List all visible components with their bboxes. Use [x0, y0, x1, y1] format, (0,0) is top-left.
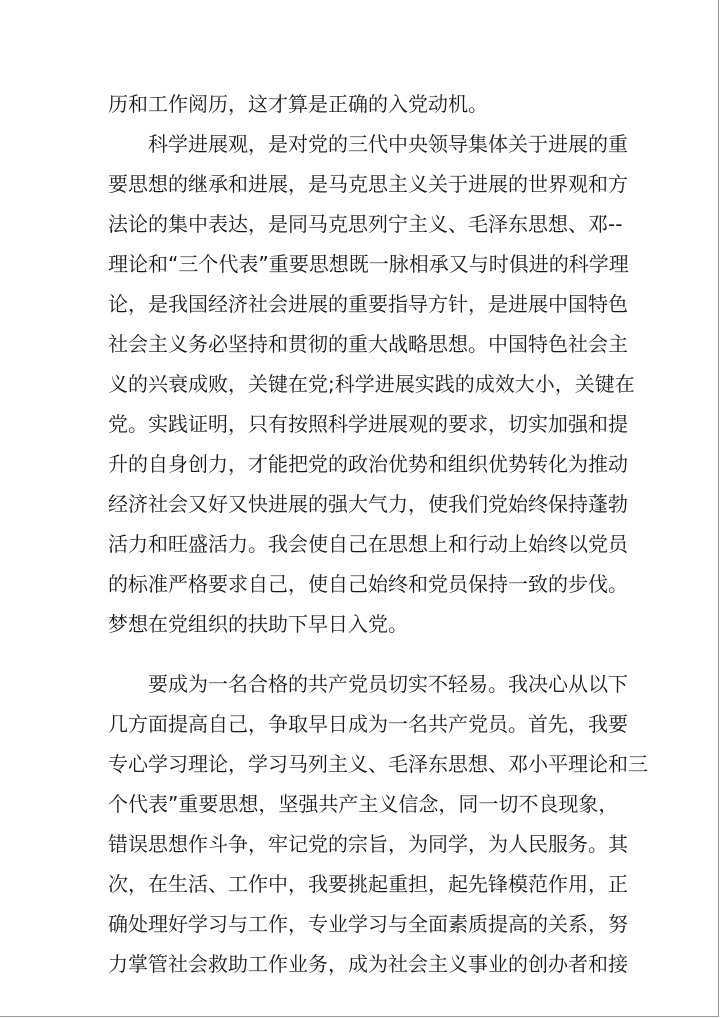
text-line: 历和工作阅历，这才算是正确的入党动机。 — [108, 92, 488, 116]
text-line: 社会主义务必坚持和贯彻的重大战略思想。中国特色社会主 — [108, 332, 628, 356]
text-line: 错误思想作斗争，牢记党的宗旨，为同学，为人民服务。其 — [108, 832, 628, 856]
text-line: 次，在生活、工作中，我要挑起重担，起先锋模范作用，正 — [108, 872, 628, 896]
text-line: 法论的集中表达，是同马克思列宁主义、毛泽东思想、邓-- — [108, 212, 623, 236]
text-line: 个代表”重要思想，坚强共产主义信念，同一切不良现象， — [108, 792, 619, 816]
text-line: 要思想的继承和进展，是马克思主义关于进展的世界观和方 — [108, 172, 628, 196]
text-line: 几方面提高自己，争取早日成为一名共产党员。首先，我要 — [108, 712, 628, 736]
text-line: 升的自身创力，才能把党的政治优势和组织优势转化为推动 — [108, 452, 628, 476]
paragraph-end-line: 梦想在党组织的扶助下早日入党。 — [108, 612, 408, 636]
paragraph-start-line: 科学进展观，是对党的三代中央领导集体关于进展的重 — [148, 132, 628, 156]
text-line: 论，是我国经济社会进展的重要指导方针，是进展中国特色 — [108, 292, 628, 316]
text-line: 专心学习理论，学习马列主义、毛泽东思想、邓小平理论和三 — [108, 752, 648, 776]
text-line: 义的兴衰成败，关键在党;科学进展实践的成效大小，关键在 — [108, 372, 635, 396]
text-line: 的标准严格要求自己，使自己始终和党员保持一致的步伐。 — [108, 572, 628, 596]
text-line: 经济社会又好又快进展的强大气力，使我们党始终保持蓬勃 — [108, 492, 628, 516]
text-line: 确处理好学习与工作，专业学习与全面素质提高的关系，努 — [108, 912, 628, 936]
text-line: 活力和旺盛活力。我会使自己在思想上和行动上始终以党员 — [108, 532, 628, 556]
text-line: 理论和“三个代表”重要思想既一脉相承又与时俱进的科学理 — [108, 252, 629, 276]
text-line: 党。实践证明，只有按照科学进展观的要求，切实加强和提 — [108, 412, 628, 436]
paragraph-start-line: 要成为一名合格的共产党员切实不轻易。我决心从以下 — [148, 672, 628, 696]
text-line: 力掌管社会救助工作业务，成为社会主义事业的创办者和接 — [108, 952, 628, 976]
